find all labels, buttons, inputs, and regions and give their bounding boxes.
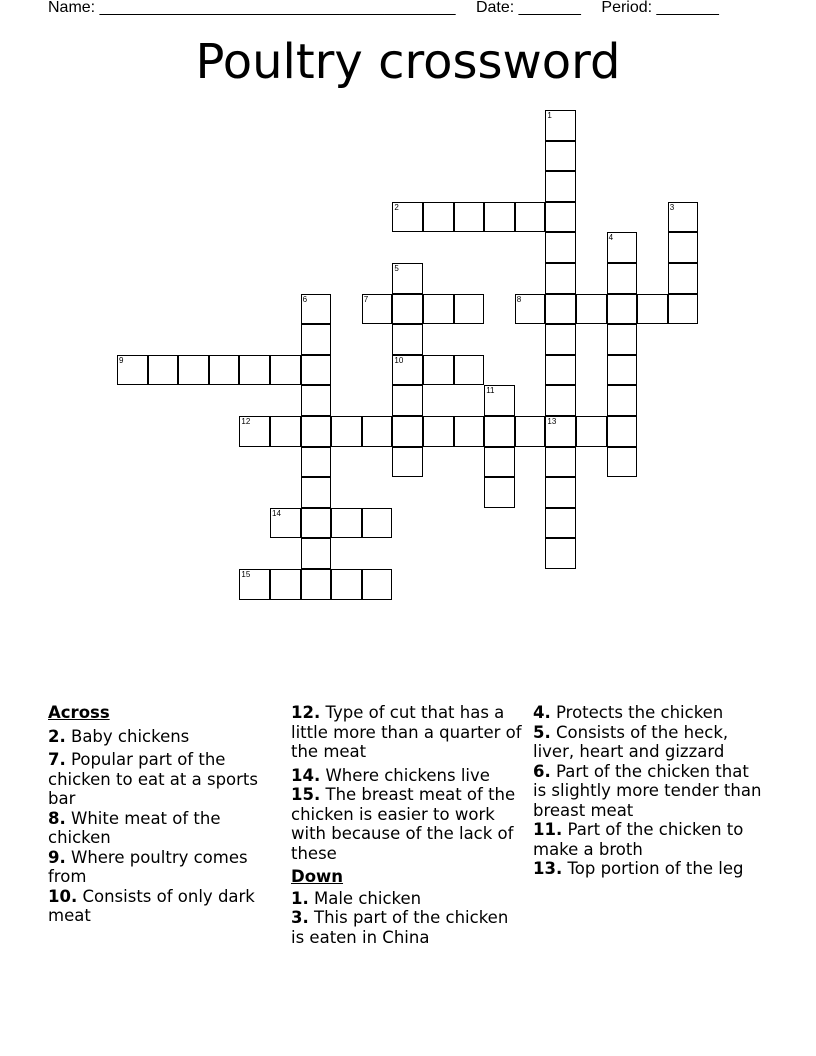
clue-number: 14 <box>272 508 281 518</box>
crossword-cell[interactable] <box>239 416 270 447</box>
crossword-cell[interactable] <box>607 232 638 263</box>
crossword-cell[interactable] <box>362 569 393 600</box>
clue-down-13: 13. Top portion of the leg <box>533 859 744 878</box>
crossword-cell[interactable] <box>545 202 576 233</box>
crossword-cell[interactable] <box>392 324 423 355</box>
clue-number: 6 <box>302 294 308 304</box>
crossword-cell[interactable] <box>454 202 485 233</box>
clue-across-7: 7. Popular part of the chicken to eat at a sports bar <box>48 750 258 808</box>
date-field[interactable]: Date: _______ <box>475 0 581 16</box>
crossword-cell[interactable] <box>301 477 332 508</box>
crossword-cell[interactable] <box>484 202 515 233</box>
clue-number: 11 <box>486 386 495 396</box>
crossword-cell[interactable] <box>607 263 638 294</box>
crossword-cell[interactable] <box>423 202 454 233</box>
across-heading: Across <box>48 703 110 722</box>
crossword-cell[interactable] <box>545 141 576 172</box>
name-field[interactable]: Name: ________________________________________ <box>48 0 456 16</box>
crossword-cell[interactable] <box>484 447 515 478</box>
down-heading: Down <box>291 867 344 886</box>
crossword-cell[interactable] <box>545 538 576 569</box>
crossword-cell[interactable] <box>392 294 423 325</box>
crossword-cell[interactable] <box>362 508 393 539</box>
crossword-cell[interactable] <box>515 202 546 233</box>
crossword-cell[interactable] <box>209 355 240 386</box>
crossword-cell[interactable] <box>607 447 638 478</box>
crossword-cell[interactable] <box>484 477 515 508</box>
crossword-cell[interactable] <box>607 294 638 325</box>
crossword-cell[interactable] <box>392 416 423 447</box>
crossword-cell[interactable] <box>178 355 209 386</box>
clue-down-6: 6. Part of the chicken that is slightly more tender than breast meat <box>533 761 762 820</box>
clue-down-1: 1. Male chicken <box>291 888 422 908</box>
clue-number: 8 <box>516 294 522 304</box>
clue-number: 10 <box>394 355 404 365</box>
clue-across-9: 9. Where poultry comes from <box>48 847 248 886</box>
crossword-cell[interactable] <box>607 355 638 386</box>
crossword-cell[interactable] <box>668 232 699 263</box>
crossword-cell[interactable] <box>545 447 576 478</box>
crossword-cell[interactable] <box>545 508 576 539</box>
crossword-cell[interactable] <box>454 294 485 325</box>
clue-across-12: 12. Type of cut that has a little more than a quarter of the meat <box>291 703 522 761</box>
crossword-cell[interactable] <box>362 416 393 447</box>
crossword-cell[interactable] <box>301 355 332 386</box>
crossword-cell[interactable] <box>392 355 423 386</box>
crossword-cell[interactable] <box>270 355 301 386</box>
clue-number: 5 <box>394 264 399 273</box>
crossword-cell[interactable] <box>668 202 699 233</box>
crossword-cell[interactable] <box>668 294 699 325</box>
crossword-cell[interactable] <box>301 538 332 569</box>
crossword-cell[interactable] <box>270 416 301 447</box>
clue-number: 7 <box>363 294 369 304</box>
crossword-cell[interactable] <box>607 324 638 355</box>
crossword-cell[interactable] <box>637 294 668 325</box>
clues-column-1 <box>48 703 280 930</box>
clue-number: 1 <box>547 111 552 120</box>
clue-across-15: 15. The breast meat of the chicken is easier to work with because of the lack of these <box>291 785 516 863</box>
crossword-cell[interactable] <box>331 416 362 447</box>
crossword-cell[interactable] <box>117 355 148 386</box>
crossword-cell[interactable] <box>545 416 576 447</box>
crossword-cell[interactable] <box>515 416 546 447</box>
clue-down-3: 3. This part of the chicken is eaten in China <box>291 908 509 947</box>
crossword-cell[interactable] <box>270 508 301 539</box>
crossword-cell[interactable] <box>392 447 423 478</box>
crossword-cell[interactable] <box>576 416 607 447</box>
crossword-cell[interactable] <box>392 202 423 233</box>
crossword-cell[interactable] <box>484 416 515 447</box>
crossword-cell[interactable] <box>515 294 546 325</box>
crossword-cell[interactable] <box>331 569 362 600</box>
clue-number: 4 <box>608 233 614 243</box>
crossword-cell[interactable] <box>301 569 332 600</box>
crossword-cell[interactable] <box>270 569 301 600</box>
clue-number: 12 <box>241 417 251 426</box>
crossword-cell[interactable] <box>239 355 270 386</box>
crossword-cell[interactable] <box>301 508 332 539</box>
clue-across-10: 10. Consists of only dark meat <box>48 886 255 925</box>
crossword-cell[interactable] <box>239 569 270 600</box>
period-field[interactable]: Period: _______ <box>601 0 719 16</box>
crossword-cell[interactable] <box>668 263 699 294</box>
clue-down-5: 5. Consists of the heck, liver, heart and gizzard <box>533 722 729 761</box>
crossword-cell[interactable] <box>545 294 576 325</box>
crossword-cell[interactable] <box>545 385 576 416</box>
crossword-cell[interactable] <box>392 263 423 294</box>
clue-number: 15 <box>241 570 251 579</box>
crossword-cell[interactable] <box>362 294 393 325</box>
crossword-cell[interactable] <box>607 416 638 447</box>
crossword-cell[interactable] <box>423 294 454 325</box>
clue-across-14: 14. Where chickens live <box>291 765 490 785</box>
crossword-cell[interactable] <box>423 355 454 386</box>
clue-across-8: 8. White meat of the chicken <box>48 808 221 847</box>
clue-number: 3 <box>669 202 675 212</box>
crossword-cell[interactable] <box>545 263 576 294</box>
clue-down-4: 4. Protects the chicken <box>533 703 724 722</box>
crossword-cell[interactable] <box>545 110 576 141</box>
crossword-cell[interactable] <box>454 355 485 386</box>
crossword-cell[interactable] <box>576 294 607 325</box>
crossword-cell[interactable] <box>301 294 332 325</box>
crossword-cell[interactable] <box>423 416 454 447</box>
crossword-cell[interactable] <box>392 385 423 416</box>
clue-down-11: 11. Part of the chicken to make a broth <box>533 820 744 859</box>
crossword-cell[interactable] <box>454 416 485 447</box>
crossword-cell[interactable] <box>545 232 576 263</box>
crossword-cell[interactable] <box>545 324 576 355</box>
clue-number: 9 <box>119 355 124 365</box>
clue-across-2: 2. Baby chickens <box>48 726 190 746</box>
crossword-cell[interactable] <box>607 385 638 416</box>
crossword-cell[interactable] <box>545 355 576 386</box>
crossword-cell[interactable] <box>301 447 332 478</box>
crossword-cell[interactable] <box>545 171 576 202</box>
crossword-cell[interactable] <box>148 355 179 386</box>
clues-column-2 <box>291 703 523 951</box>
clue-number: 13 <box>547 417 557 426</box>
crossword-cell[interactable] <box>301 416 332 447</box>
page-title: Poultry crossword <box>195 34 621 90</box>
crossword-cell[interactable] <box>484 385 515 416</box>
crossword-cell[interactable] <box>301 385 332 416</box>
crossword-cell[interactable] <box>545 477 576 508</box>
clues-column-3 <box>533 703 765 883</box>
clue-number: 2 <box>394 202 399 212</box>
crossword-cell[interactable] <box>301 324 332 355</box>
crossword-cell[interactable] <box>331 508 362 539</box>
